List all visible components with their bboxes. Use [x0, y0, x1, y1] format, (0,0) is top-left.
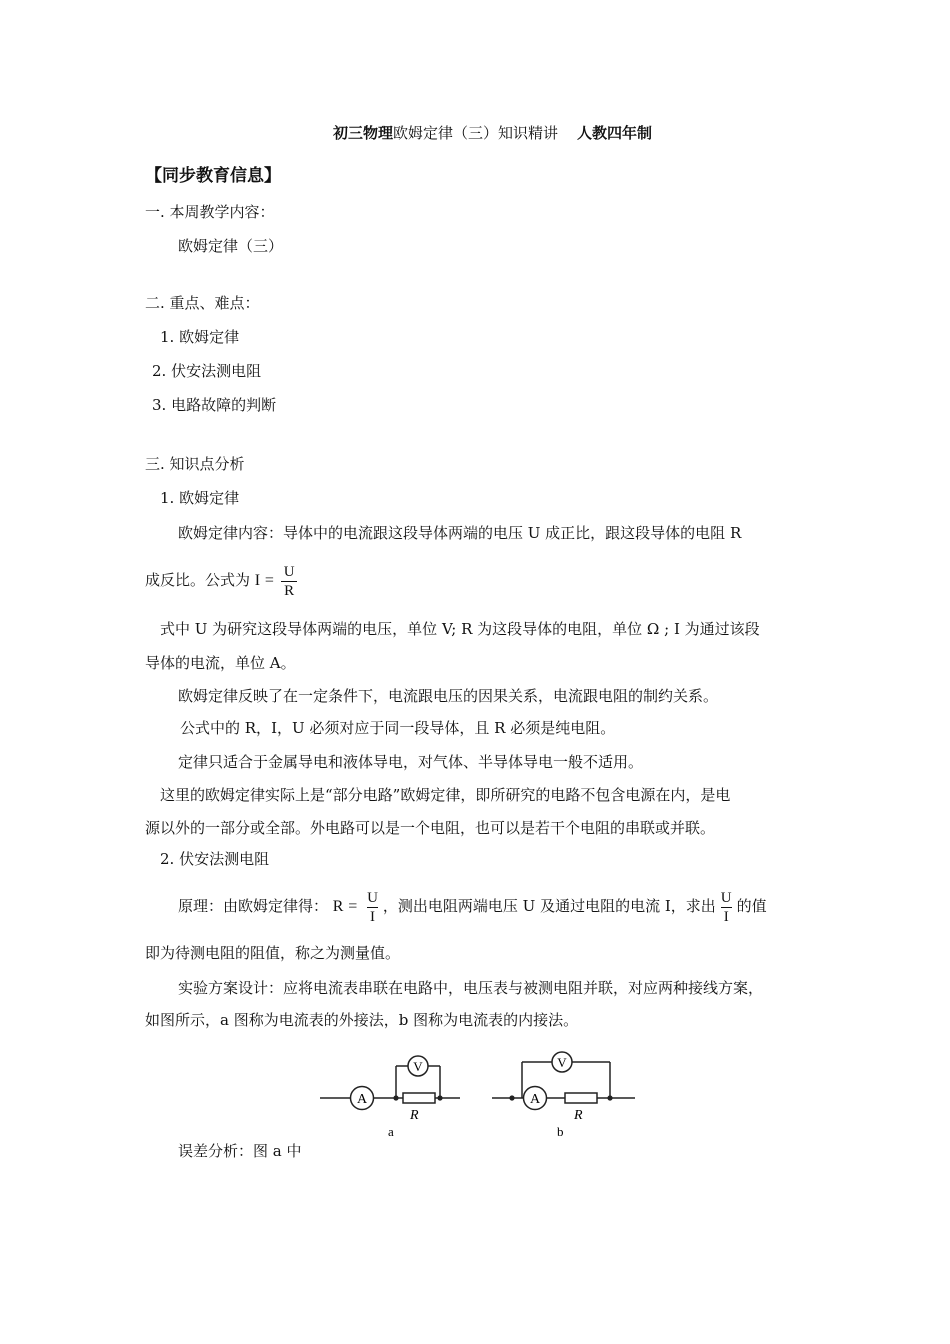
resistor-a-icon [403, 1093, 435, 1103]
formula1-eq: = [264, 572, 274, 589]
formula3-fraction: $\frac{U}{I}$ [720, 889, 732, 925]
junction-dot [393, 1095, 398, 1100]
s3-sub2: 2. 伏安法测电阻 [160, 850, 270, 868]
page-title: 初三物理欧姆定律（三）知识精讲 人教四年制 [332, 124, 653, 142]
svg-text:V: V [413, 1059, 423, 1074]
caption-b: b [557, 1124, 564, 1139]
s1-heading: 一. 本周教学内容： [145, 203, 275, 221]
design-line2: 如图所示，a 图称为电流表的外接法，b 图称为电流表的内接法。 [145, 1011, 579, 1029]
svg-text:A: A [356, 1092, 368, 1107]
partial-circuit-line1: 这里的欧姆定律实际上是“部分电路”欧姆定律，即所研究的电路不包含电源在内，是电 [160, 786, 731, 804]
junction-dot [607, 1095, 612, 1100]
section-header: 【同步教育信息】 [145, 166, 281, 186]
resistor-b-label: R [574, 1108, 583, 1123]
formula2-eq: = [348, 898, 358, 915]
svg-text:A: A [529, 1092, 541, 1107]
s2-item-2: 2. 伏安法测电阻 [152, 362, 262, 380]
units-line2: 导体的电流，单位 A。 [145, 654, 296, 672]
caption-a: a [388, 1124, 394, 1139]
formula2-fraction: $\frac{U}{I}$ [367, 889, 378, 925]
ohm-content-line1: 欧姆定律内容：导体中的电流跟这段导体两端的电压 U 成正比，跟这段导体的电阻 R [178, 524, 742, 542]
design-line1: 实验方案设计：应将电流表串联在电路中，电压表与被测电阻并联，对应两种接线方案， [178, 979, 764, 997]
para-same-conductor: 公式中的 R，I，U 必须对应于同一段导体，且 R 必须是纯电阻。 [180, 719, 616, 737]
s3-sub1: 1. 欧姆定律 [160, 489, 240, 507]
error-analysis: 误差分析：图 a 中 [178, 1142, 302, 1160]
junction-dot [437, 1095, 442, 1100]
formula1-lhs: I [254, 572, 261, 589]
s1-item: 欧姆定律（三） [178, 237, 284, 255]
s2-item-3: 3. 电路故障的判断 [152, 396, 277, 414]
s3-heading: 三. 知识点分析 [145, 455, 245, 473]
para-applicability: 定律只适合于金属导电和液体导电，对气体、半导体导电一般不适用。 [178, 753, 644, 771]
principle-line: 原理：由欧姆定律得： R = $\frac{U}{I}$ ，测出电阻两端电压 U 及通过电阻的电流 I，求出 $\frac{U}{I}$ 的值 [178, 889, 767, 925]
junction-dot [509, 1095, 514, 1100]
circuit-diagram [310, 1048, 650, 1144]
svg-text:V: V [557, 1055, 567, 1070]
formula1-fraction: $\frac{U}{R}$ [281, 563, 298, 600]
formula2-lhs: R [332, 898, 344, 915]
ammeter-a-icon [351, 1087, 374, 1110]
s2-heading: 二. 重点、难点： [145, 294, 260, 312]
para-causal: 欧姆定律反映了在一定条件下，电流跟电压的因果关系，电流跟电阻的制约关系。 [178, 687, 719, 705]
resistor-b-icon [565, 1093, 597, 1103]
units-line1: 式中 U 为研究这段导体两端的电压，单位 V; R 为这段导体的电阻，单位 Ω ; I 为通过该段 [160, 620, 760, 638]
voltmeter-b-icon [552, 1052, 572, 1072]
ohm-formula-line: 成反比。公式为 I = $\frac{U}{R}$ [145, 560, 300, 601]
resistor-a-label: R [410, 1108, 419, 1123]
ammeter-b-icon [524, 1087, 547, 1110]
partial-circuit-line2: 源以外的一部分或全部。外电路可以是一个电阻，也可以是若干个电阻的串联或并联。 [145, 819, 716, 837]
s2-item-1: 1. 欧姆定律 [160, 328, 240, 346]
principle-line2: 即为待测电阻的阻值，称之为测量值。 [145, 944, 401, 962]
voltmeter-a-icon [408, 1056, 428, 1076]
